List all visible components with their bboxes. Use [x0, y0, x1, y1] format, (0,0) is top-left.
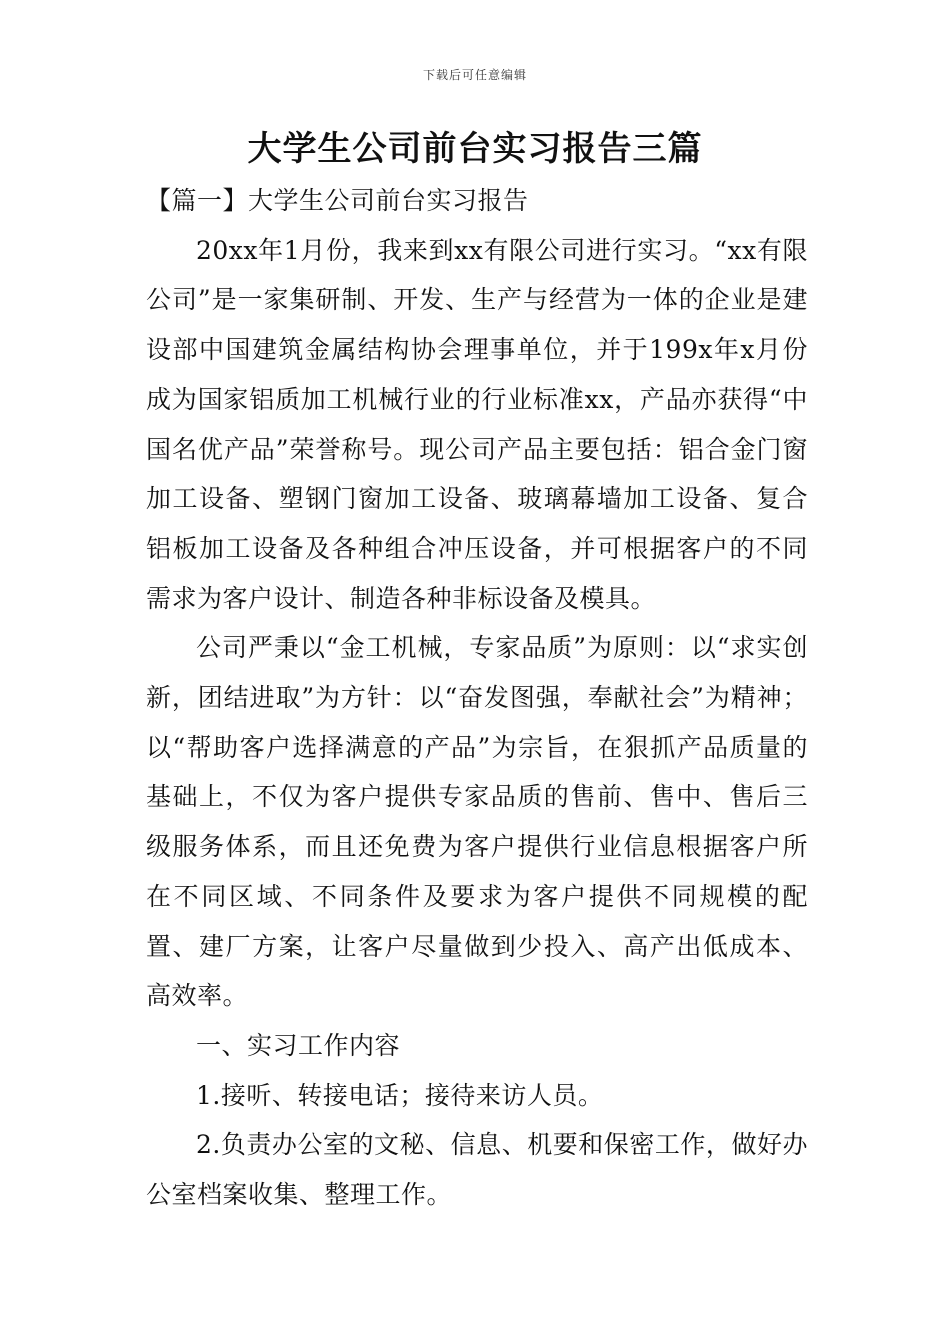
paragraph-company-principles: 公司严秉以“金工机械，专家品质”为原则：以“求实创新，团结进取”为方针：以“奋发图强，奉献社会”为精神；以“帮助客户选择满意的产品”为宗旨，在狠抓产品质量的基础上，不仅为客户提供专家品质的售前、售中、售后三级服务体系，而且还免费为客户提供行业信息根据客户所在不同区域、不同条件及要求为客户提供不同规模的配置、建厂方案，让客户尽量做到少投入、高产出低成本、高效率。: [146, 633, 808, 1011]
document-body: [146, 176, 808, 1220]
paragraph-company-intro: 20xx年1月份，我来到xx有限公司进行实习。“xx有限公司”是一家集研制、开发、生产与经营为一体的企业是建设部中国建筑金属结构协会理事单位，并于199x年x月份成为国家铝质加工机械行业的行业标准xx，产品亦获得“中国名优产品”荣誉称号。现公司产品主要包括：铝合金门窗加工设备、塑钢门窗加工设备、玻璃幕墙加工设备、复合铝板加工设备及各种组合冲压设备，并可根据客户的不同需求为客户设计、制造各种非标设备及模具。: [146, 235, 808, 613]
section-heading: 【篇一】大学生公司前台实习报告: [146, 186, 529, 215]
paragraph-work-content-heading: 一、实习工作内容: [196, 1030, 401, 1060]
header-note: 下载后可任意编辑: [422, 68, 527, 82]
paragraph-list-item-2: 2.负责办公室的文秘、信息、机要和保密工作，做好办公室档案收集、整理工作。: [146, 1130, 808, 1210]
paragraph-list-item-1: 1.接听、转接电话；接待来访人员。: [196, 1080, 604, 1110]
document-title: 大学生公司前台实习报告三篇: [247, 129, 703, 169]
